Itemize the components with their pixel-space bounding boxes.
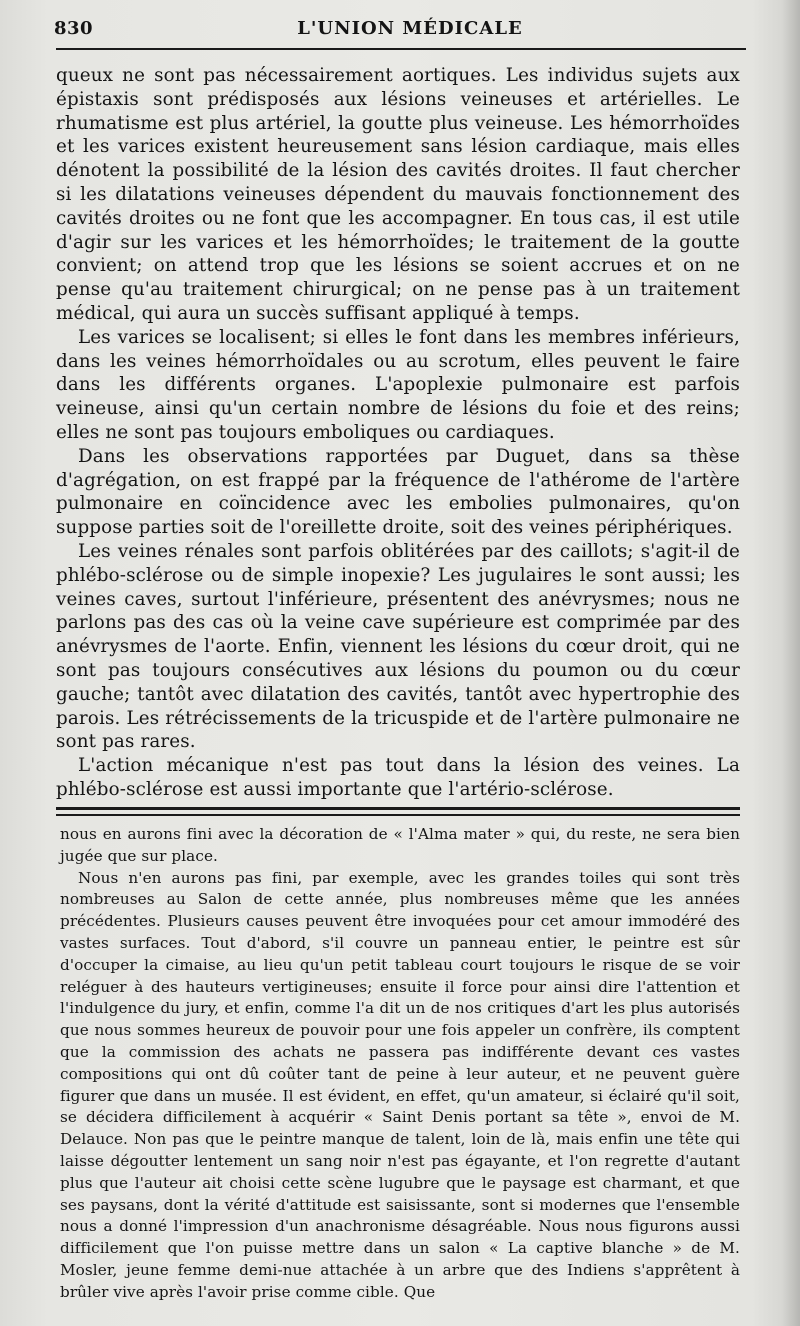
page-edge-shadow [782, 0, 800, 1326]
feuilleton-separator-bottom [56, 814, 740, 816]
feuilleton-paragraph: Nous n'en aurons pas fini, par exemple, avec les grandes toiles qui sont très nombreuses au Salon de cette année, plus nombreuses même que les années précédentes. Plusieurs causes peuvent être invoquées pour cet amour immodéré des vastes surfaces. Tout d'abord, s'il couvre un panneau entier, le peintre est sûr d'occuper la cimaise, au lieu qu'un petit tableau court toujours le risque de se voir reléguer à des hauteurs vertigineuses; ensuite il force pour ainsi dire l'attention et l'indulgence du jury, et enfin, comme l'a dit un de nos critiques d'art les plus autorisés que nous sommes heureux de pouvoir pour une fois appeler un confrère, ils comptent que la commission des achats ne passera pas indifférente devant ces vastes compositions qui ont dû coûter tant de peine à leur auteur, et ne peuvent guère figurer que dans un musée. Il est évident, en effet, qu'un amateur, si éclairé qu'il soit, se décidera difficilement à acquérir « Saint Denis portant sa tête », envoi de M. Delauce. Non pas que le peintre manque de talent, loin de là, mais enfin une tête qui laisse dégoutter lentement un sang noir n'est pas égayante, et l'on regrette d'autant plus que l'auteur ait choisi cette scène lugubre que le paysage est charmant, et que ses paysans, dont la vérité d'attitude est saisissante, sont si modernes que l'ensemble nous a donné l'impression d'un anachronisme désagréable. Nous nous figurons aussi difficilement que l'on puisse mettre dans un salon « La captive blanche » de M. Mosler, jeune femme demi-nue attachée à un arbre que des Indiens s'apprêtent à brûler vive après l'avoir prise comme cible. Que [60, 868, 740, 1301]
feuilleton-paragraph: nous en aurons fini avec la décoration de « l'Alma mater » qui, du reste, ne sera bien jugée que sur place. [60, 825, 740, 865]
running-title: L'UNION MÉDICALE [297, 18, 523, 39]
header-rule [56, 48, 746, 50]
main-article-text [56, 64, 740, 802]
paragraph: Dans les observations rapportées par Duguet, dans sa thèse d'agrégation, on est frappé par la fréquence de l'athérome de l'artère pulmonaire en coïncidence avec les embolies pulmonaires, qu'on suppose parties soit de l'oreillette droite, soit des veines périphériques. [56, 445, 740, 539]
paragraph: Les veines rénales sont parfois oblitérées par des caillots; s'agit-il de phlébo-sclérose ou de simple inopexie? Les jugulaires le sont aussi; les veines caves, surtout l'inférieure, présentent des anévrysmes; nous ne parlons pas des cas où la veine cave supérieure est comprimée par des anévrysmes de l'aorte. Enfin, viennent les lésions du cœur droit, qui ne sont pas toujours consécutives aux lésions du poumon ou du cœur gauche; tantôt avec dilatation des cavités, tantôt avec hypertrophie des parois. Les rétrécissements de la tricuspide et de l'artère pulmonaire ne sont pas rares. [56, 540, 740, 753]
page-number: 830 [54, 18, 94, 39]
feuilleton-separator-top [56, 807, 740, 810]
feuilleton-text [60, 824, 740, 1304]
paragraph: Les varices se localisent; si elles le font dans les membres inférieurs, dans les veines hémorrhoïdales ou au scrotum, elles peuvent le faire dans les différents organes. L'apoplexie pulmonaire est parfois veineuse, ainsi qu'un certain nombre de lésions du foie et des reins; elles ne sont pas toujours emboliques ou cardiaques. [56, 326, 740, 443]
paragraph: L'action mécanique n'est pas tout dans la lésion des veines. La phlébo-sclérose est aussi importante que l'artério-sclérose. [56, 755, 740, 800]
paragraph: queux ne sont pas nécessairement aortiques. Les individus sujets aux épistaxis sont prédisposés aux lésions veineuses et artérielles. Le rhumatisme est plus artériel, la goutte plus veineuse. Les hémorrhoïdes et les varices existent heureusement sans lésion cardiaque, mais elles dénotent la possibilité de la lésion des cavités droites. Il faut chercher si les dilatations veineuses dépendent du mauvais fonctionnement des cavités droites ou ne font que les accompagner. En tous cas, il est utile d'agir sur les varices et les hémorrhoïdes; le traitement de la goutte convient; on attend trop que les lésions se soient accrues et on ne pense qu'au traitement chirurgical; on ne pense pas à un traitement médical, qui aura un succès suffisant appliqué à temps. [56, 65, 740, 324]
